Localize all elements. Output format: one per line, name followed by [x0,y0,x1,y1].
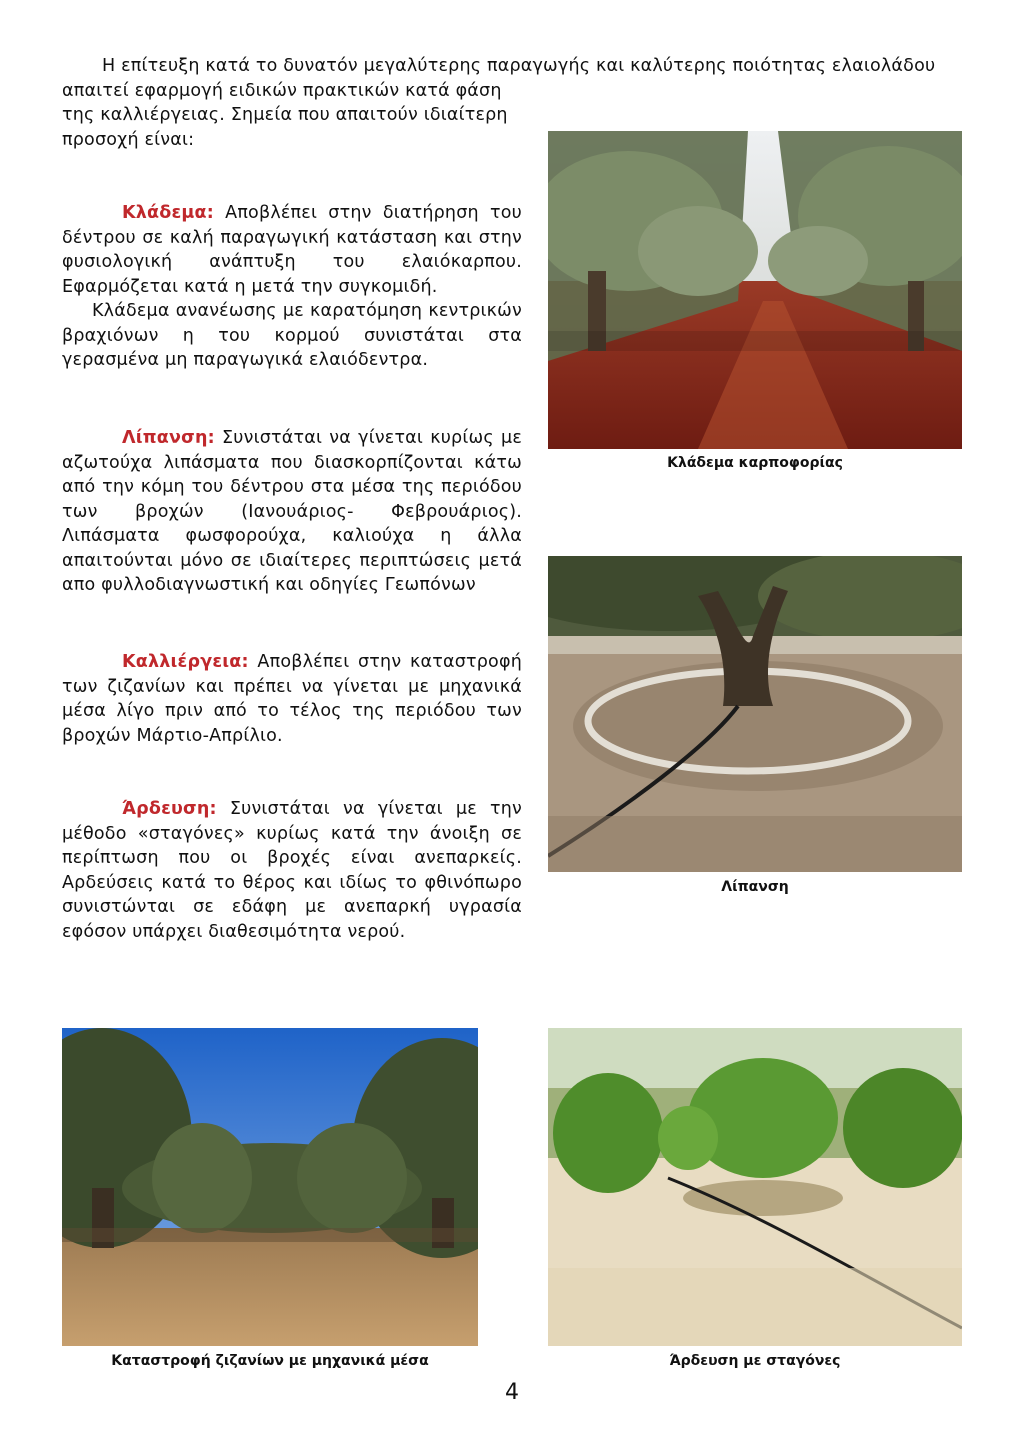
caption-pruning: Κλάδεμα καρποφορίας [667,455,843,471]
intro-line-1: Η επίτευξη κατά το δυνατόν μεγαλύτερης παραγωγής και καλύτερης ποιότητας ελαιολάδου [102,56,936,76]
photo-fertilization [548,556,962,872]
text-fertilization: Συνιστάται να γίνεται κυρίως με αζωτούχα λιπάσματα που διασκορπίζονται κάτω από την κόμη του δέντρου στα μέσα της περιόδου των βροχών (Ιανουάριος- Φεβρουάριος). Λιπάσματα φωσφορούχα, καλιούχα η άλλα απαιτούνται μόνο σε ιδιαίτερες περιπτώσεις μετά απο φυλλοδιαγνωστική και οδηγίες Γεωπόνων [62,428,522,595]
section-pruning [62,201,522,373]
text-cultivation: Αποβλέπει στην καταστροφή των ζιζανίων και πρέπει να γίνεται με μηχανικά μέσα λίγο πριν από το τέλος της περιόδου των βροχών Μάρτιο-Απρίλιο. [62,652,522,746]
heading-pruning: Κλάδεμα: [122,203,214,223]
caption-weeds: Καταστροφή ζιζανίων με μηχανικά μέσα [111,1353,429,1369]
heading-irrigation: Άρδευση: [122,799,217,819]
page-number: 4 [505,1380,519,1405]
caption-irrigation: Άρδευση με σταγόνες [669,1353,841,1369]
caption-fertilization: Λίπανση [721,879,789,895]
heading-cultivation: Καλλιέργεια: [122,652,249,672]
photo-weeds [62,1028,478,1346]
photo-irrigation [548,1028,962,1346]
intro-rest: απαιτεί εφαρμογή ειδικών πρακτικών κατά φάση της καλλιέργειας. Σημεία που απαιτούν ιδιαίτερη προσοχή είναι: [62,80,508,150]
section-fertilization [62,426,522,598]
text-pruning: Αποβλέπει στην διατήρηση του δέντρου σε καλή παραγωγική κατάσταση και στην φυσιολογική ανάπτυξη του ελαιόκαρπου. Εφαρμόζεται κατά η μετά την συγκομιδή. [62,203,522,297]
text-pruning-renewal: Κλάδεμα ανανέωσης με καρατόμηση κεντρικών βραχιόνων η του κορμού συνιστάται στα γερασμένα μη παραγωγικά ελαιόδεντρα. [62,301,522,370]
section-cultivation [62,650,522,748]
text-irrigation: Συνιστάται να γίνεται με την μέθοδο «σταγόνες» κυρίως κατά την άνοιξη σε περίπτωση που οι βροχές είναι ανεπαρκείς. Αρδεύσεις κατά το θέρος και ιδίως το φθινόπωρο συνιστώνται σε εδάφη με ανεπαρκή υγρασία εφόσον υπάρχει διαθεσιμότητα νερού. [62,799,522,942]
heading-fertilization: Λίπανση: [122,428,215,448]
section-irrigation [62,797,522,944]
photo-pruning [548,131,962,449]
